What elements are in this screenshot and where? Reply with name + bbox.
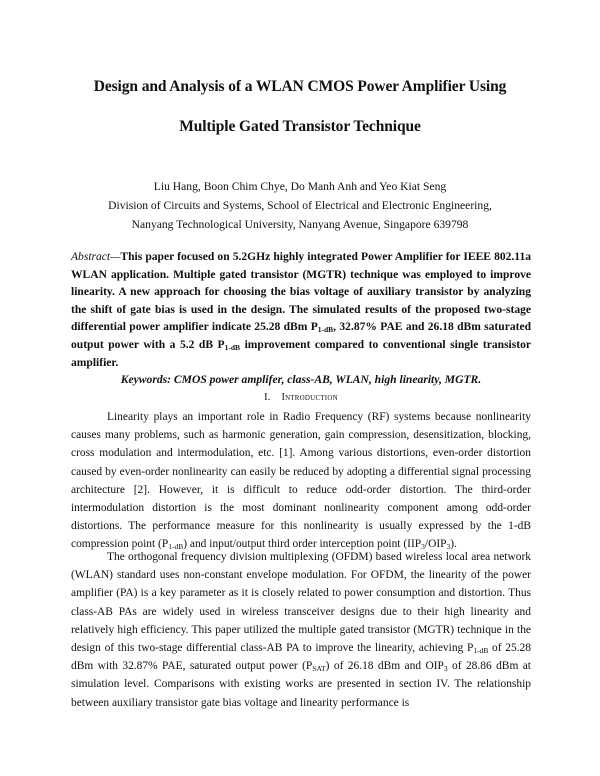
paragraph-1-text-c: /OIP xyxy=(424,538,447,551)
keywords: Keywords: CMOS power amplifer, class-AB, WLAN, high linearity, MGTR. xyxy=(120,373,482,386)
abstract-text-a: This paper focused on 5.2GHz highly integrated Power Amplifier for IEEE 802.11a WLAN application. Multiple gated transistor (MGTR) technique was employed to improve linearity. A new approach for choosing the bias voltage of auxiliary transistor by analyzing the shift of gate bias is used in the design. The simulated results of the proposed two-stage differential power amplifier indicate 25.28 dBm P xyxy=(71,251,531,334)
paragraph-1-text-d: ). xyxy=(450,538,457,551)
author-affiliation-2: Nanyang Technological University, Nanyang Avenue, Singapore 639798 xyxy=(131,218,469,231)
paragraph-1-sub-b: 3 xyxy=(421,542,425,552)
body-paragraph-1 xyxy=(71,408,531,554)
section-title: Introduction xyxy=(281,392,338,403)
body-paragraph-2 xyxy=(71,548,531,712)
abstract xyxy=(71,249,531,372)
paper-title-line-2: Multiple Gated Transistor Technique xyxy=(179,118,421,135)
paragraph-2-text-a: The orthogonal frequency division multiplexing (OFDM) based wireless local area network (WLAN) standard uses non-constant envelope modulation. For OFDM, the linearity of the power amplifier (PA) is a key parameter as it is closely related to power consumption and distortion. Thus class-AB PAs are widely used in wireless transceiver designs due to their high linearity and relatively high efficiency. This paper utilized the multiple gated transistor (MGTR) technique in the design of this two-stage differential class-AB PA to improve the linearity, achieving P xyxy=(71,551,531,655)
paragraph-1-text-a: Linearity plays an important role in Radio Frequency (RF) systems because nonlinearity causes many problems, such as harmonic generation, gain compression, desensitization, blocking, cross modulation and intermodulation, etc. [1]. Among various distortions, even-order distortion caused by even-order nonlinearity can easily be reduced by adopting a differential signal processing architecture [2]. However, it is difficult to reduce odd-order distortion. The third-order intermodulation distortion is the most dominant nonlinearity component among odd-order distortions. The performance measure for this nonlinearity is usually expressed by the 1-dB compression point (P xyxy=(71,411,531,551)
abstract-sub-a: 1-dB xyxy=(317,325,334,335)
section-number: I. xyxy=(264,392,271,403)
paragraph-1-text-b: ) and input/output third order interception point (IIP xyxy=(183,538,422,551)
paragraph-2-sub-a: 1-dB xyxy=(473,646,489,656)
paragraph-2-sub-c: 3 xyxy=(443,664,448,674)
abstract-text-b: , 32.87% PAE and 26.18 dBm saturated output power with a 5.2 dB P xyxy=(71,321,531,351)
section-heading xyxy=(71,392,531,403)
abstract-text-c: improvement compared to conventional single transistor amplifier. xyxy=(71,338,532,369)
paragraph-2-text-c: ) of 26.18 dBm and OIP xyxy=(325,660,444,673)
author-names: Liu Hang, Boon Chim Chye, Do Manh Anh and Yeo Kiat Seng xyxy=(153,180,447,193)
paragraph-2-text-b: of 25.28 dBm with 32.87% PAE, saturated output power (P xyxy=(71,642,531,673)
paper-title-line-1: Design and Analysis of a WLAN CMOS Power Amplifier Using xyxy=(93,78,507,95)
paragraph-2-sub-b: SAT xyxy=(312,664,326,674)
paragraph-2-text-d: of 28.86 dBm at simulation level. Comparisons with existing works are presented in section IV. The relationship between auxiliary transistor gate bias voltage and linearity performance is xyxy=(71,660,531,709)
author-affiliation-1: Division of Circuits and Systems, School of Electrical and Electronic Engineering, xyxy=(108,199,492,212)
abstract-sub-b: 1-dB xyxy=(224,342,241,352)
paragraph-1-sub-c: 3 xyxy=(446,542,451,552)
abstract-lead: Abstract— xyxy=(71,251,121,263)
paragraph-1-sub-a: 1-dB xyxy=(168,542,184,552)
